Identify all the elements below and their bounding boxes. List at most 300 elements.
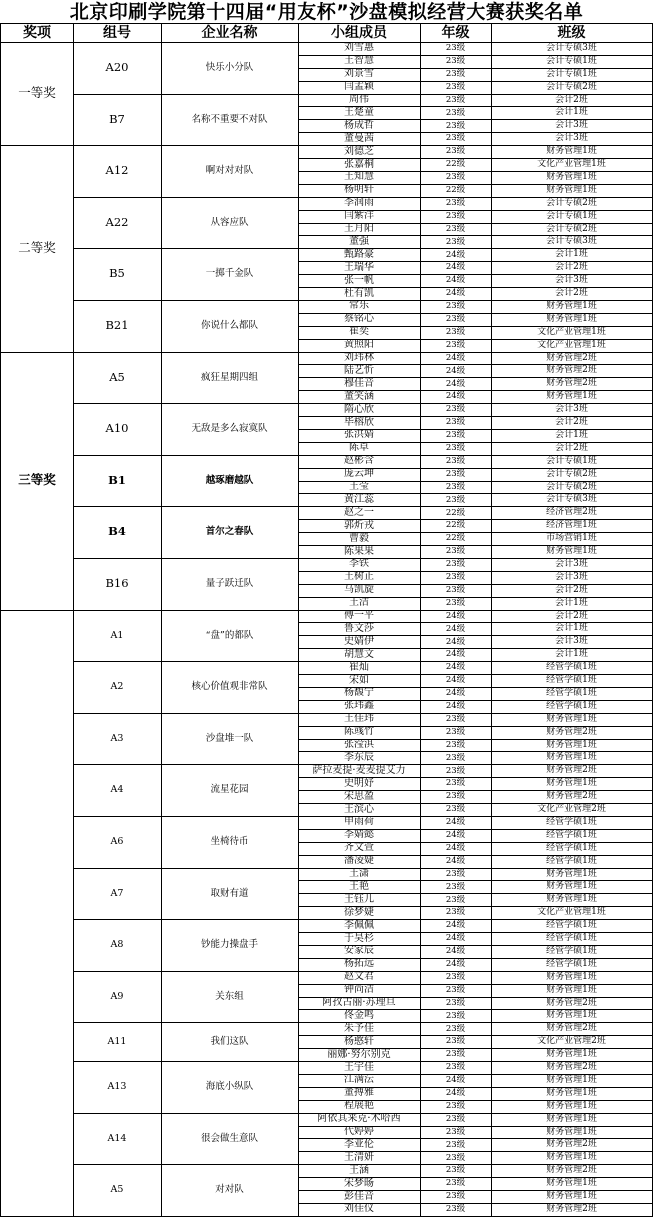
member-class-cell: 会计专硕3班 (491, 42, 653, 56)
member-grade-cell: 24级 (420, 661, 492, 675)
member-grade-cell: 23级 (420, 416, 492, 430)
member-class-cell: 会计2班 (491, 261, 653, 275)
team-id-cell: B21 (73, 300, 162, 353)
member-grade-cell: 23级 (420, 893, 492, 907)
team-name-cell: 我们这队 (161, 1022, 299, 1062)
member-grade-cell: 24级 (420, 816, 492, 830)
member-class-cell: 会计专硕2班 (491, 468, 653, 482)
member-class-cell: 会计2班 (491, 416, 653, 430)
member-name-cell: 张嘉桐 (298, 158, 421, 172)
team-id-cell: A5 (73, 352, 162, 405)
member-grade-cell: 24级 (420, 365, 492, 379)
member-class-cell: 财务管理2班 (491, 1203, 653, 1217)
member-grade-cell: 24级 (420, 287, 492, 301)
member-grade-cell: 23级 (420, 442, 492, 456)
member-grade-cell: 24级 (420, 248, 492, 262)
member-class-cell: 财务管理2班 (491, 365, 653, 379)
member-class-cell: 经管学硕1班 (491, 700, 653, 714)
member-name-cell: 杨憨轩 (298, 1035, 421, 1049)
member-grade-cell: 23级 (420, 1010, 492, 1024)
member-name-cell: 王树正 (298, 571, 421, 585)
member-grade-cell: 23级 (420, 42, 492, 56)
member-grade-cell: 24级 (420, 958, 492, 972)
team-name-cell: 无敌是多么寂寞队 (161, 403, 299, 456)
member-name-cell: 王楚童 (298, 107, 421, 121)
member-class-cell: 会计专硕1班 (491, 455, 653, 469)
member-name-cell: 李铁 (298, 558, 421, 572)
member-name-cell: 李润雨 (298, 197, 421, 211)
member-grade-cell: 23级 (420, 713, 492, 727)
member-name-cell: 朱予佳 (298, 1022, 421, 1036)
member-grade-cell: 22级 (420, 158, 492, 172)
member-grade-cell: 22级 (420, 506, 492, 520)
member-name-cell: 杨明轩 (298, 184, 421, 198)
member-class-cell: 会计专硕1班 (491, 210, 653, 224)
member-class-cell: 会计1班 (491, 429, 653, 443)
team-id-cell: A1 (73, 610, 162, 663)
member-class-cell: 财务管理1班 (491, 1151, 653, 1165)
member-grade-cell: 24级 (420, 932, 492, 946)
team-name-cell: 啊对对对队 (161, 145, 299, 198)
member-name-cell: 史婧伊 (298, 635, 421, 649)
member-grade-cell: 23级 (420, 68, 492, 82)
member-class-cell: 财务管理1班 (491, 545, 653, 559)
team-id-cell: A22 (73, 197, 162, 250)
member-grade-cell: 23级 (420, 1113, 492, 1127)
member-class-cell: 文化产业管理2班 (491, 1035, 653, 1049)
member-name-cell: 萨拉麦提·麦麦提艾力 (298, 764, 421, 778)
team-name-cell: 对对队 (161, 1164, 299, 1217)
member-name-cell: 陈彧竹 (298, 726, 421, 740)
member-grade-cell: 24级 (420, 261, 492, 275)
member-name-cell: 佟金鸣 (298, 1010, 421, 1024)
team-name-cell: 流星花园 (161, 764, 299, 817)
member-grade-cell: 24级 (420, 829, 492, 843)
team-id-cell: B16 (73, 558, 162, 611)
member-class-cell: 会计3班 (491, 571, 653, 585)
member-class-cell: 经管学硕1班 (491, 661, 653, 675)
member-grade-cell: 23级 (420, 236, 492, 250)
member-class-cell: 财务管理1班 (491, 1100, 653, 1114)
member-class-cell: 财务管理1班 (491, 739, 653, 753)
member-name-cell: 赵之一 (298, 506, 421, 520)
member-grade-cell: 23级 (420, 881, 492, 895)
member-grade-cell: 24级 (420, 687, 492, 701)
member-name-cell: 穆佳音 (298, 377, 421, 391)
member-class-cell: 财务管理1班 (491, 1074, 653, 1088)
member-grade-cell: 23级 (420, 1035, 492, 1049)
member-name-cell: 傅一平 (298, 610, 421, 624)
team-id-cell: A4 (73, 764, 162, 817)
member-name-cell: 王钰儿 (298, 893, 421, 907)
member-name-cell: 陆艺忻 (298, 365, 421, 379)
member-class-cell: 财务管理1班 (491, 971, 653, 985)
member-name-cell: 闫紫洋 (298, 210, 421, 224)
team-id-cell: B4 (73, 506, 162, 559)
member-class-cell: 财务管理1班 (491, 893, 653, 907)
member-class-cell: 财务管理2班 (491, 764, 653, 778)
member-class-cell: 财务管理1班 (491, 777, 653, 791)
team-name-cell: 关东组 (161, 971, 299, 1024)
team-id-cell: B5 (73, 248, 162, 301)
member-grade-cell: 24级 (420, 623, 492, 637)
member-grade-cell: 22级 (420, 519, 492, 533)
member-grade-cell: 24级 (420, 674, 492, 688)
member-grade-cell: 23级 (420, 107, 492, 121)
member-class-cell: 财务管理1班 (491, 713, 653, 727)
team-name-cell: 核心价值观非常队 (161, 661, 299, 714)
member-class-cell: 财务管理1班 (491, 1087, 653, 1101)
member-name-cell: 张玮鑫 (298, 700, 421, 714)
member-name-cell: 潘凌婕 (298, 855, 421, 869)
team-id-cell: A9 (73, 971, 162, 1024)
member-class-cell: 财务管理1班 (491, 1113, 653, 1127)
member-name-cell: 杨成哲 (298, 119, 421, 133)
member-name-cell: 鲁文莎 (298, 623, 421, 637)
member-name-cell: 闫孟颖 (298, 81, 421, 95)
member-grade-cell: 23级 (420, 1048, 492, 1062)
team-id-cell: A5 (73, 1164, 162, 1217)
team-name-cell: 很会做生意队 (161, 1113, 299, 1166)
member-class-cell: 经管学硕1班 (491, 945, 653, 959)
member-name-cell: 江满沄 (298, 1074, 421, 1088)
member-grade-cell: 23级 (420, 94, 492, 108)
member-grade-cell: 23级 (420, 1190, 492, 1204)
team-name-cell: 你说什么都队 (161, 300, 299, 353)
member-class-cell: 会计3班 (491, 558, 653, 572)
team-name-cell: 从容应队 (161, 197, 299, 250)
member-grade-cell: 24级 (420, 1087, 492, 1101)
member-class-cell: 财务管理2班 (491, 790, 653, 804)
member-name-cell: 申雨荷 (298, 816, 421, 830)
team-id-cell: A20 (73, 42, 162, 95)
member-class-cell: 会计3班 (491, 403, 653, 417)
award-level-cell: 一等奖 (0, 42, 74, 146)
member-class-cell: 财务管理2班 (491, 726, 653, 740)
member-class-cell: 财务管理1班 (491, 171, 653, 185)
team-name-cell: 坐椅待币 (161, 816, 299, 869)
member-grade-cell: 23级 (420, 339, 492, 353)
team-name-cell: 取财有道 (161, 868, 299, 921)
member-grade-cell: 23级 (420, 803, 492, 817)
member-grade-cell: 23级 (420, 752, 492, 766)
team-id-cell: A7 (73, 868, 162, 921)
member-class-cell: 文化产业管理1班 (491, 906, 653, 920)
member-class-cell: 会计3班 (491, 274, 653, 288)
header-award: 奖项 (0, 23, 74, 43)
member-grade-cell: 24级 (420, 855, 492, 869)
member-class-cell: 会计2班 (491, 584, 653, 598)
member-grade-cell: 23级 (420, 171, 492, 185)
team-name-cell: 首尔之春队 (161, 506, 299, 559)
member-name-cell: 王艳 (298, 881, 421, 895)
award-level-cell: 三等奖 (0, 352, 74, 611)
member-name-cell: 毕榕欣 (298, 416, 421, 430)
member-class-cell: 财务管理1班 (491, 984, 653, 998)
member-grade-cell: 23级 (420, 1061, 492, 1075)
member-class-cell: 会计1班 (491, 648, 653, 662)
member-grade-cell: 23级 (420, 777, 492, 791)
team-name-cell: “盘”的都队 (161, 610, 299, 663)
award-level-cell: 二等奖 (0, 145, 74, 352)
team-name-cell: 量子跃迁队 (161, 558, 299, 611)
member-class-cell: 会计3班 (491, 635, 653, 649)
member-name-cell: 李东辰 (298, 752, 421, 766)
member-name-cell: 李佩佩 (298, 919, 421, 933)
member-name-cell: 安家辰 (298, 945, 421, 959)
header-members: 小组成员 (298, 23, 421, 43)
member-name-cell: 宋思盈 (298, 790, 421, 804)
member-name-cell: 宋如 (298, 674, 421, 688)
member-name-cell: 庞云坤 (298, 468, 421, 482)
member-grade-cell: 24级 (420, 1074, 492, 1088)
member-grade-cell: 23级 (420, 300, 492, 314)
member-name-cell: 隋心欣 (298, 403, 421, 417)
member-grade-cell: 23级 (420, 739, 492, 753)
member-name-cell: 丽娜·努尔别克 (298, 1048, 421, 1062)
member-grade-cell: 23级 (420, 481, 492, 495)
member-name-cell: 程展艳 (298, 1100, 421, 1114)
member-name-cell: 董强 (298, 236, 421, 250)
member-grade-cell: 24级 (420, 700, 492, 714)
member-name-cell: 曹毅 (298, 532, 421, 546)
member-class-cell: 财务管理1班 (491, 881, 653, 895)
member-name-cell: 王潇 (298, 868, 421, 882)
team-name-cell: 海底小纵队 (161, 1061, 299, 1114)
header-class: 班级 (491, 23, 653, 43)
team-name-cell: 疯狂星期四组 (161, 352, 299, 405)
member-grade-cell: 23级 (420, 145, 492, 159)
member-class-cell: 财务管理1班 (491, 1010, 653, 1024)
member-grade-cell: 23级 (420, 997, 492, 1011)
member-class-cell: 文化产业管理1班 (491, 326, 653, 340)
member-grade-cell: 24级 (420, 842, 492, 856)
member-name-cell: 刘玮林 (298, 352, 421, 366)
member-name-cell: 董曼茜 (298, 132, 421, 146)
member-class-cell: 财务管理1班 (491, 1126, 653, 1140)
member-grade-cell: 23级 (420, 1100, 492, 1114)
award-level-cell (0, 610, 74, 1217)
member-class-cell: 会计2班 (491, 610, 653, 624)
member-class-cell: 会计1班 (491, 597, 653, 611)
member-class-cell: 会计专硕2班 (491, 81, 653, 95)
member-name-cell: 王智慧 (298, 55, 421, 69)
member-class-cell: 财务管理2班 (491, 1139, 653, 1153)
member-grade-cell: 23级 (420, 313, 492, 327)
member-grade-cell: 23级 (420, 223, 492, 237)
member-name-cell: 李亚伦 (298, 1139, 421, 1153)
member-class-cell: 经管学硕1班 (491, 958, 653, 972)
team-name-cell: 一掷千金队 (161, 248, 299, 301)
member-name-cell: 王涵 (298, 1164, 421, 1178)
member-class-cell: 经济管理1班 (491, 519, 653, 533)
member-class-cell: 财务管理2班 (491, 352, 653, 366)
member-name-cell: 郭炘戎 (298, 519, 421, 533)
member-class-cell: 财务管理1班 (491, 868, 653, 882)
member-grade-cell: 23级 (420, 545, 492, 559)
member-class-cell: 会计专硕2班 (491, 223, 653, 237)
member-name-cell: 王知慧 (298, 171, 421, 185)
member-grade-cell: 23级 (420, 584, 492, 598)
member-name-cell: 杨馥宁 (298, 687, 421, 701)
team-id-cell: A2 (73, 661, 162, 714)
member-grade-cell: 23级 (420, 906, 492, 920)
member-name-cell: 彭佳音 (298, 1190, 421, 1204)
team-id-cell: A13 (73, 1061, 162, 1114)
member-grade-cell: 23级 (420, 1177, 492, 1191)
member-class-cell: 经管学硕1班 (491, 932, 653, 946)
member-name-cell: 陈卓 (298, 442, 421, 456)
member-name-cell: 徐梦婕 (298, 906, 421, 920)
member-name-cell: 王莹 (298, 481, 421, 495)
member-grade-cell: 24级 (420, 648, 492, 662)
member-name-cell: 董笑涵 (298, 390, 421, 404)
member-grade-cell: 23级 (420, 455, 492, 469)
header-company-name: 企业名称 (161, 23, 299, 43)
member-name-cell: 蔡铭心 (298, 313, 421, 327)
member-name-cell: 赵文君 (298, 971, 421, 985)
member-name-cell: 王滨心 (298, 803, 421, 817)
member-name-cell: 史明妤 (298, 777, 421, 791)
member-class-cell: 会计3班 (491, 119, 653, 133)
team-id-cell: A12 (73, 145, 162, 198)
member-class-cell: 会计专硕3班 (491, 236, 653, 250)
member-class-cell: 会计1班 (491, 248, 653, 262)
member-name-cell: 王佳玮 (298, 713, 421, 727)
member-grade-cell: 23级 (420, 468, 492, 482)
member-name-cell: 王月阳 (298, 223, 421, 237)
member-name-cell: 刘德芝 (298, 145, 421, 159)
member-class-cell: 财务管理1班 (491, 390, 653, 404)
member-grade-cell: 23级 (420, 210, 492, 224)
member-class-cell: 会计2班 (491, 287, 653, 301)
member-class-cell: 会计1班 (491, 107, 653, 121)
member-class-cell: 市场营销1班 (491, 532, 653, 546)
team-id-cell: A11 (73, 1022, 162, 1062)
member-grade-cell: 22级 (420, 184, 492, 198)
member-class-cell: 财务管理1班 (491, 145, 653, 159)
member-grade-cell: 23级 (420, 119, 492, 133)
member-grade-cell: 22级 (420, 532, 492, 546)
member-grade-cell: 24级 (420, 390, 492, 404)
member-class-cell: 经管学硕1班 (491, 842, 653, 856)
member-class-cell: 经管学硕1班 (491, 829, 653, 843)
member-grade-cell: 24级 (420, 635, 492, 649)
member-grade-cell: 23级 (420, 1164, 492, 1178)
member-name-cell: 杜有凯 (298, 287, 421, 301)
member-grade-cell: 23级 (420, 1151, 492, 1165)
member-class-cell: 会计2班 (491, 94, 653, 108)
member-grade-cell: 23级 (420, 726, 492, 740)
member-name-cell: 崔奕 (298, 326, 421, 340)
member-class-cell: 财务管理1班 (491, 1177, 653, 1191)
member-grade-cell: 24级 (420, 377, 492, 391)
member-grade-cell: 23级 (420, 132, 492, 146)
member-class-cell: 财务管理1班 (491, 1048, 653, 1062)
member-grade-cell: 23级 (420, 597, 492, 611)
member-name-cell: 王清妍 (298, 1151, 421, 1165)
member-class-cell: 文化产业管理1班 (491, 158, 653, 172)
member-name-cell: 陈果果 (298, 545, 421, 559)
team-id-cell: B1 (73, 455, 162, 508)
member-class-cell: 财务管理2班 (491, 997, 653, 1011)
member-class-cell: 经济管理2班 (491, 506, 653, 520)
member-grade-cell: 23级 (420, 571, 492, 585)
member-class-cell: 财务管理1班 (491, 184, 653, 198)
member-grade-cell: 24级 (420, 274, 492, 288)
team-id-cell: A3 (73, 713, 162, 766)
team-name-cell: 快乐小分队 (161, 42, 299, 95)
member-grade-cell: 23级 (420, 55, 492, 69)
member-grade-cell: 23级 (420, 1203, 492, 1217)
member-name-cell: 胡慧文 (298, 648, 421, 662)
member-class-cell: 会计1班 (491, 623, 653, 637)
member-name-cell: 王瑞华 (298, 261, 421, 275)
member-name-cell: 刘佳仪 (298, 1203, 421, 1217)
member-class-cell: 经管学硕1班 (491, 855, 653, 869)
member-class-cell: 会计专硕1班 (491, 55, 653, 69)
member-grade-cell: 23级 (420, 403, 492, 417)
header-grade: 年级 (420, 23, 492, 43)
member-grade-cell: 23级 (420, 197, 492, 211)
member-grade-cell: 23级 (420, 81, 492, 95)
member-grade-cell: 23级 (420, 1126, 492, 1140)
member-class-cell: 财务管理2班 (491, 1164, 653, 1178)
member-name-cell: 齐文萱 (298, 842, 421, 856)
member-name-cell: 黄江蕊 (298, 494, 421, 508)
member-class-cell: 财务管理1班 (491, 300, 653, 314)
member-class-cell: 会计专硕1班 (491, 68, 653, 82)
member-grade-cell: 24级 (420, 610, 492, 624)
member-name-cell: 李婧懿 (298, 829, 421, 843)
member-grade-cell: 23级 (420, 984, 492, 998)
member-name-cell: 常乐 (298, 300, 421, 314)
member-grade-cell: 23级 (420, 494, 492, 508)
member-class-cell: 会计专硕2班 (491, 481, 653, 495)
member-grade-cell: 23级 (420, 790, 492, 804)
team-name-cell: 钞能力操盘手 (161, 919, 299, 972)
team-id-cell: B7 (73, 94, 162, 147)
member-name-cell: 阿依其来克·木哈西 (298, 1113, 421, 1127)
member-name-cell: 宋梦旸 (298, 1177, 421, 1191)
member-grade-cell: 24级 (420, 352, 492, 366)
member-class-cell: 财务管理2班 (491, 377, 653, 391)
member-name-cell: 张洪婧 (298, 429, 421, 443)
team-name-cell: 沙盘堆一队 (161, 713, 299, 766)
member-grade-cell: 24级 (420, 945, 492, 959)
member-grade-cell: 23级 (420, 971, 492, 985)
member-name-cell: 甄路豪 (298, 248, 421, 262)
member-name-cell: 王洁 (298, 597, 421, 611)
member-grade-cell: 23级 (420, 1139, 492, 1153)
member-name-cell: 黄照阳 (298, 339, 421, 353)
member-name-cell: 刘雪惠 (298, 42, 421, 56)
member-name-cell: 钟尚洁 (298, 984, 421, 998)
member-class-cell: 会计专硕2班 (491, 197, 653, 211)
member-name-cell: 代婷婷 (298, 1126, 421, 1140)
member-class-cell: 财务管理1班 (491, 313, 653, 327)
header-team-id: 组号 (73, 23, 162, 43)
member-class-cell: 文化产业管理2班 (491, 803, 653, 817)
team-name-cell: 名称不重要不对队 (161, 94, 299, 147)
member-name-cell: 马凯旋 (298, 584, 421, 598)
member-grade-cell: 23级 (420, 326, 492, 340)
member-name-cell: 张一帆 (298, 274, 421, 288)
member-class-cell: 经管学硕1班 (491, 674, 653, 688)
team-id-cell: A6 (73, 816, 162, 869)
member-class-cell: 经管学硕1班 (491, 919, 653, 933)
member-grade-cell: 23级 (420, 558, 492, 572)
